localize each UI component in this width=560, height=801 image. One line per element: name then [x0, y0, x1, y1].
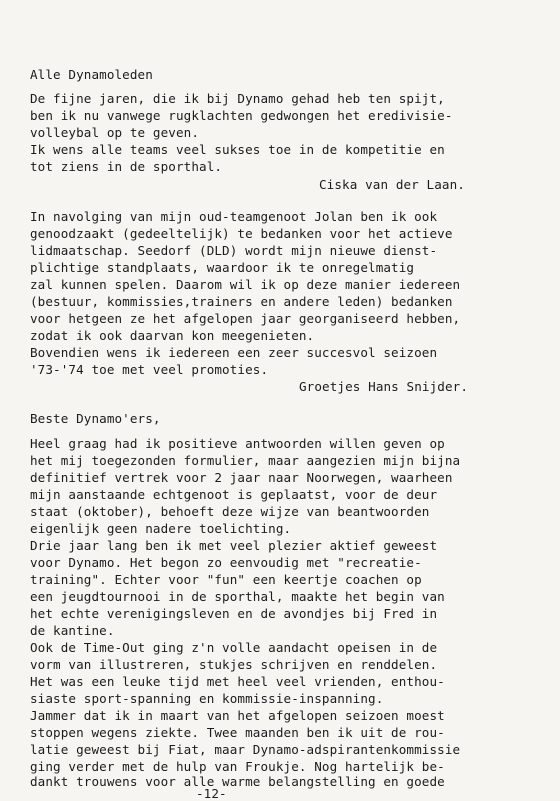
letter3-line: Drie jaar lang ben ik met veel plezier aktief geweest	[30, 538, 438, 553]
letter1-line: Ik wens alle teams veel sukses toe in de kompetitie en	[30, 142, 445, 157]
letter2-signature: Groetjes Hans Snijder.	[299, 379, 469, 394]
letter2-line: plichtige standplaats, waardoor ik te onregelmatig	[30, 260, 415, 275]
letter2-line: zal kunnen spelen. Daarom wil ik op deze manier iedereen	[30, 277, 461, 292]
letter1-salutation: Alle Dynamoleden	[30, 67, 153, 82]
letter3-line: siaste sport-spanning en kommissie-inspanning.	[30, 691, 384, 706]
letter3-line: vorm van illustreren, stukjes schrijven en renddelen.	[30, 657, 438, 672]
letter3-line: training". Echter voor "fun" een keertje coachen op	[30, 572, 422, 587]
letter2-line: In navolging van mijn oud-teamgenoot Jolan ben ik ook	[30, 209, 438, 224]
letter3-line: mijn aanstaande echtgenoot is geplaatst, voor de deur	[30, 487, 438, 502]
letter3-line: latie geweest bij Fiat, maar Dynamo-adspirantenkommissie	[30, 742, 461, 757]
letter2-line: Bovendien wens ik iedereen een zeer succesvol seizoen	[30, 345, 438, 360]
page-number: -12-	[196, 786, 227, 801]
letter2-line: (bestuur, kommissies,trainers en andere leden) bedanken	[30, 294, 453, 309]
letter3-salutation: Beste Dynamo'ers,	[30, 411, 161, 426]
letter3-line: Jammer dat ik in maart van het afgelopen seizoen moest	[30, 708, 445, 723]
letter3-line: de kantine.	[30, 623, 115, 638]
letter3-line: Heel graag had ik positieve antwoorden willen geven op	[30, 436, 445, 451]
letter2-line: voor hetgeen ze het afgelopen jaar georganiseerd hebben,	[30, 311, 461, 326]
letter3-line: staat (oktober), behoeft deze wijze van beantwoorden	[30, 504, 430, 519]
letter2-line: '73-'74 toe met veel promoties.	[30, 362, 269, 377]
letter3-line: een jeugdtournooi in de sporthal, maakte het begin van	[30, 589, 445, 604]
letter1-line: volleybal op te geven.	[30, 125, 200, 140]
letter3-line: Ook de Time-Out ging z'n volle aandacht opeisen in de	[30, 640, 438, 655]
letter2-line: zodat ik ook daarvan kon meegenieten.	[30, 328, 315, 343]
letter1-line: tot ziens in de sporthal.	[30, 159, 223, 174]
letter3-line: definitief vertrek voor 2 jaar naar Noorwegen, waarheen	[30, 470, 453, 485]
letter3-line: Het was een leuke tijd met heel veel vrienden, enthou-	[30, 674, 445, 689]
letter3-line: dankt trouwens voor alle warme belangstelling en goede	[30, 774, 445, 789]
letter3-line: eigenlijk geen nadere toelichting.	[30, 521, 292, 536]
letter3-line: voor Dynamo. Het begon zo eenvoudig met "recreatie-	[30, 555, 422, 570]
letter3-line: stoppen wegens ziekte. Twee maanden ben ik uit de rou-	[30, 725, 445, 740]
letter1-line: ben ik nu vanwege rugklachten gedwongen het eredivisie-	[30, 108, 453, 123]
letter2-line: genoodzaakt (gedeeltelijk) te bedanken voor het actieve	[30, 226, 453, 241]
letter1-signature: Ciska van der Laan.	[319, 177, 465, 192]
letter3-line: ging verder met de hulp van Froukje. Nog hartelijk be-	[30, 759, 445, 774]
letter1-line: De fijne jaren, die ik bij Dynamo gehad heb ten spijt,	[30, 91, 445, 106]
letter3-line: het echte verenigingsleven en de avondjes bij Fred in	[30, 606, 438, 621]
letter3-line: het mij toegezonden formulier, maar aangezien mijn bijna	[30, 453, 461, 468]
letter2-line: lidmaatschap. Seedorf (DLD) wordt mijn nieuwe dienst-	[30, 243, 438, 258]
